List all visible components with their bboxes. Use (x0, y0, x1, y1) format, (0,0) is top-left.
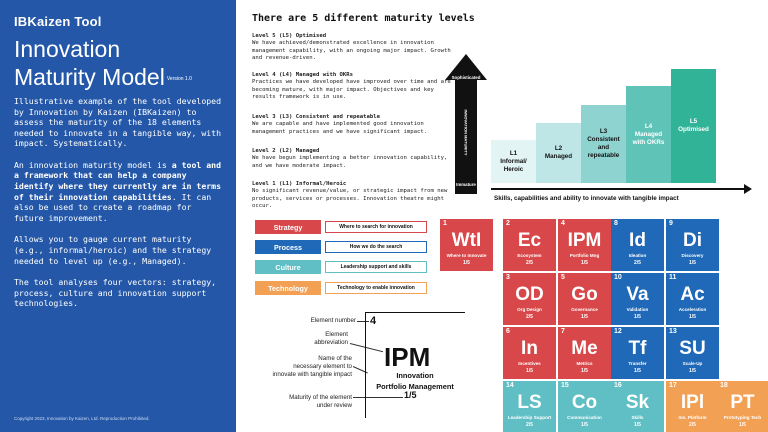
element-abbr: OD (515, 284, 544, 305)
element-number: 17 (669, 382, 677, 389)
element-score: 1/5 (689, 368, 696, 374)
element-score: 2/5 (689, 422, 696, 428)
version-label: Version 1.0 (166, 75, 192, 82)
element-tile-ac (666, 273, 719, 325)
element-number: 3 (506, 274, 510, 281)
element-number: 1 (443, 220, 447, 227)
element-number: 2 (506, 220, 510, 227)
element-name: Portfolio Mng (569, 253, 600, 258)
level-title: Level 5 (L5) Optimised (252, 33, 327, 39)
definition-b: a tool and a framework that can help a company identify where they currently are in terms of their innovation capabilities (14, 159, 222, 202)
element-abbr: LS (517, 392, 542, 413)
definition-c: . It can also be used to create a roadmap for future improvement. (14, 191, 212, 223)
legend-abbreviation-label: Element abbreviation (314, 331, 348, 346)
element-abbr: SU (679, 338, 706, 359)
page-title (14, 35, 222, 93)
element-tile-od (503, 273, 556, 325)
element-score: 1/5 (526, 368, 533, 374)
element-score: 1/5 (689, 260, 696, 266)
vector-label: Strategy (255, 220, 321, 234)
arrow-middle-label: INNOVATION MATURITY (463, 109, 469, 156)
vector-label: Process (255, 240, 321, 254)
element-score: 1/5 (463, 260, 470, 266)
element-number: 5 (561, 274, 565, 281)
level-5 (252, 33, 452, 63)
arrow-bottom-label: Immature (456, 182, 476, 187)
stair-step-l4: L4 Managed with OKRs (626, 86, 671, 183)
element-number: 7 (561, 328, 565, 335)
element-abbr: Va (626, 284, 649, 305)
element-name: Org Design (517, 307, 542, 312)
element-tile-pt (717, 381, 768, 432)
element-name: Skills (631, 415, 644, 420)
element-number: 13 (669, 328, 677, 335)
element-number: 9 (669, 220, 673, 227)
level-description: No significant revenue/value, or strategic impact from new products, services or processes. Innovation theatre might occur. (252, 188, 448, 210)
element-tile-in (503, 327, 556, 379)
legend-sample-score: 1/5 (404, 390, 417, 400)
element-tile-sk (611, 381, 664, 432)
arrow-top-label: Sophisticated (451, 75, 481, 80)
element-abbr: Sk (625, 392, 650, 413)
element-abbr: Me (571, 338, 598, 359)
vector-row-culture (255, 260, 427, 274)
element-name: Scale-Up (682, 361, 703, 366)
level-3 (252, 114, 452, 136)
level-2 (252, 148, 452, 170)
axis-line (491, 188, 745, 190)
element-tile-co (558, 381, 611, 432)
element-number: 14 (506, 382, 514, 389)
element-tile-ls (503, 381, 556, 432)
level-description: We are capable and have implemented good innovation management practices and we have significant impact. (252, 121, 428, 135)
element-name: Incentives (518, 361, 541, 366)
element-tile-su (666, 327, 719, 379)
brand-name: IBKaizen Tool (14, 14, 102, 29)
element-tile-go (558, 273, 611, 325)
intro-paragraph: Illustrative example of the tool developed by Innovation by Kaizen (IBKaizen) to assess the maturity of the 18 elements needed to innovate in a tangible way, with impact. Systematically. (14, 95, 222, 149)
level-4 (252, 72, 452, 102)
left-panel (0, 0, 236, 432)
level-title: Level 2 (L2) Managed (252, 148, 320, 154)
element-tile-di (666, 219, 719, 271)
vector-label: Culture (255, 260, 321, 274)
element-name: Leadership Support (507, 415, 552, 420)
element-number: 11 (669, 274, 677, 281)
vector-row-strategy (255, 220, 427, 234)
level-title: Level 3 (L3) Consistent and repeatable (252, 114, 380, 120)
element-name: Discovery (681, 253, 704, 258)
element-name: Validation (626, 307, 649, 312)
stair-step-l5: L5 Optimised (671, 69, 716, 183)
gauge-paragraph: Allows you to gauge current maturity (e.g., informal/heroic) and the strategy needed to level up (e.g., Managed). (14, 234, 212, 266)
element-score: 1/5 (581, 368, 588, 374)
element-name: Where to Innovate (446, 253, 487, 258)
element-abbr: Di (683, 230, 702, 251)
level-description: Practices we have developed have improved over time and are becoming mature, with major impact. Objectives and key results framework is in use. (252, 79, 451, 101)
element-score: 1/5 (581, 314, 588, 320)
element-name: Prototyping Tech (723, 415, 762, 420)
element-name: Inn. Platform (678, 415, 707, 420)
element-tile-tf (611, 327, 664, 379)
element-abbr: IPl (680, 392, 705, 413)
vector-description: Where to search for innovation (325, 221, 427, 233)
vector-row-process (255, 240, 427, 254)
element-number: 4 (561, 220, 565, 227)
element-number: 6 (506, 328, 510, 335)
legend-sample-number: 4 (370, 315, 377, 327)
element-name: Ecosystem (517, 253, 542, 258)
element-tile-wti (440, 219, 493, 271)
level-title: Level 1 (L1) Informal/Heroic (252, 181, 347, 187)
levels-heading: There are 5 different maturity levels (252, 13, 475, 24)
axis-arrow-icon (744, 184, 752, 194)
element-abbr: IPM (567, 230, 602, 251)
element-abbr: Tf (628, 338, 647, 359)
vector-description: How we do the search (325, 241, 427, 253)
element-score: 2/5 (526, 314, 533, 320)
element-abbr: PT (730, 392, 755, 413)
element-name: Governance (571, 307, 598, 312)
legend-name-label: Name of the necessary element to innovate with tangible impact (272, 355, 352, 378)
vector-label: Technology (255, 281, 321, 295)
element-score: 1/5 (581, 260, 588, 266)
stair-step-l1: L1 Informal/ Heroic (491, 140, 536, 183)
copyright: Copyright 2023, Innovation by Kaizen, Ltd. Reproduction Prohibited. (14, 416, 150, 421)
element-abbr: Ac (680, 284, 705, 305)
element-score: 1/5 (634, 314, 641, 320)
vector-description: Technology to enable innovation (325, 282, 427, 294)
element-abbr: In (521, 338, 538, 359)
element-score: 1/5 (634, 422, 641, 428)
legend-element-number-label: Element number (310, 317, 356, 324)
element-tile-ec (503, 219, 556, 271)
element-number: 15 (561, 382, 569, 389)
element-abbr: Ec (517, 230, 542, 251)
element-name: Ideation (628, 253, 647, 258)
element-score: 2/5 (526, 422, 533, 428)
definition-paragraph (14, 160, 222, 224)
element-number: 18 (720, 382, 728, 389)
element-tile-ipl (666, 381, 719, 432)
element-abbr: Id (629, 230, 646, 251)
element-tile-me (558, 327, 611, 379)
title-line-2 (14, 63, 222, 93)
element-abbr: Go (571, 284, 598, 305)
legend-sample-name: Innovation Portfolio Management (376, 371, 454, 391)
element-name: Acceleration (678, 307, 707, 312)
element-name: Metrics (576, 361, 593, 366)
element-number: 8 (614, 220, 618, 227)
element-abbr: Co (571, 392, 598, 413)
element-name: Communication (567, 415, 602, 420)
title-line-1: Innovation (14, 36, 121, 62)
level-title: Level 4 (L4) Managed with OKRs (252, 72, 354, 78)
element-score: 1/5 (634, 368, 641, 374)
element-tile-va (611, 273, 664, 325)
element-score: 1/5 (689, 314, 696, 320)
legend-maturity-label: Maturity of the element under review (289, 394, 352, 409)
vector-row-technology (255, 281, 427, 295)
axis-label: Skills, capabilities and ability to innovate with tangible impact (494, 195, 679, 202)
definition-a: An innovation maturity model is (14, 159, 172, 170)
vector-description: Leadership support and skills (325, 261, 427, 273)
element-number: 10 (614, 274, 622, 281)
legend-sample-abbr: IPM (384, 342, 431, 372)
element-number: 12 (614, 328, 622, 335)
element-score: 2/5 (634, 260, 641, 266)
level-description: We have begun implementing a better innovation capability, and we have moderate impact. (252, 155, 448, 169)
element-score: 2/5 (526, 260, 533, 266)
element-name: Transfer (628, 361, 647, 366)
title-line-2-text: Maturity Model (14, 64, 165, 90)
element-tile-id (611, 219, 664, 271)
level-description: We have achieved/demonstrated excellence in innovation management capability, with an ongoing major impact. Growth and revenue-driven. (252, 40, 451, 62)
element-score: 1/5 (739, 422, 746, 428)
vectors-paragraph: The tool analyses four vectors: strategy, process, culture and innovation support technologies. (14, 277, 217, 309)
element-score: 1/5 (581, 422, 588, 428)
level-1 (252, 181, 452, 211)
element-tile-ipm (558, 219, 611, 271)
stair-step-l3: L3 Consistent and repeatable (581, 105, 626, 183)
stair-step-l2: L2 Managed (536, 123, 581, 183)
element-abbr: WtI (451, 230, 482, 251)
element-number: 16 (614, 382, 622, 389)
